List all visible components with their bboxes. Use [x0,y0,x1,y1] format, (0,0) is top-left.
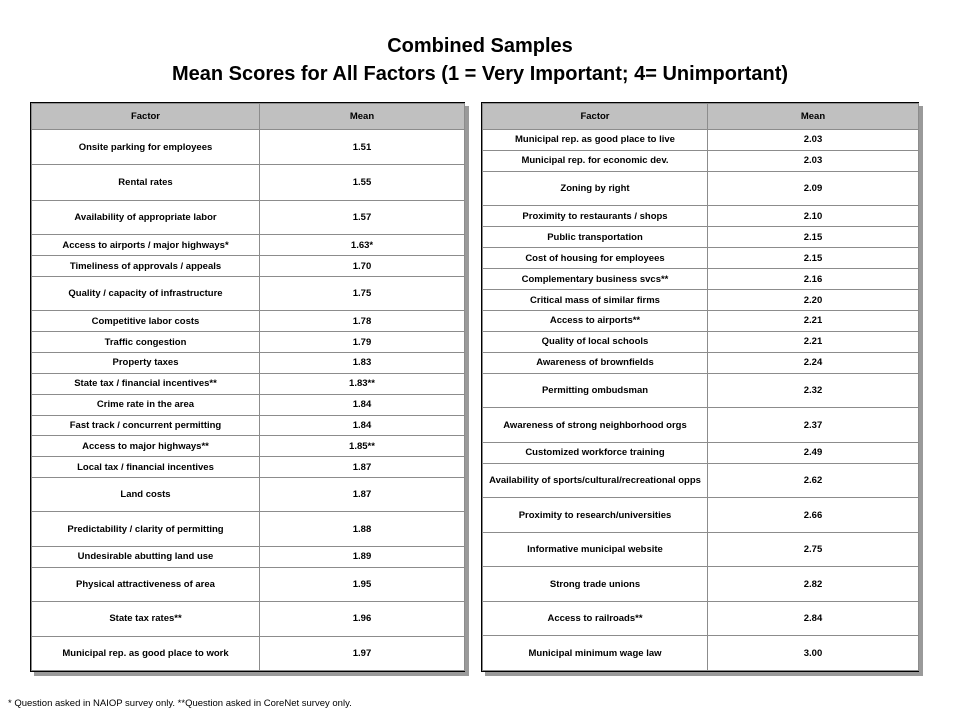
table-row [483,636,919,671]
table-row [483,290,919,311]
factor-cell: Competitive labor costs [32,311,260,332]
mean-cell: 2.75 [708,532,919,567]
table-row [32,235,465,256]
table-header-row [483,104,919,130]
factor-cell: Strong trade unions [483,567,708,602]
table-row [483,373,919,408]
mean-cell: 2.20 [708,290,919,311]
mean-cell: 2.32 [708,373,919,408]
table-row [483,532,919,567]
factor-cell: Onsite parking for employees [32,130,260,165]
factor-cell: Complementary business svcs** [483,269,708,290]
table-row [483,171,919,206]
table-row [483,567,919,602]
mean-cell: 2.16 [708,269,919,290]
factor-cell: Access to railroads** [483,601,708,636]
mean-cell: 1.84 [260,394,465,415]
factor-cell: Fast track / concurrent permitting [32,415,260,436]
table-row [483,498,919,533]
mean-cell: 1.85** [260,436,465,457]
mean-cell: 1.89 [260,546,465,567]
left-factor-table [31,103,465,671]
mean-cell: 1.63* [260,235,465,256]
table-row [483,248,919,269]
mean-cell: 1.55 [260,165,465,200]
table-row [32,415,465,436]
table-row [483,206,919,227]
table-row [483,130,919,151]
mean-cell: 2.49 [708,442,919,463]
mean-cell: 1.83** [260,373,465,394]
table-row [483,310,919,331]
factor-cell: Crime rate in the area [32,394,260,415]
mean-cell: 2.37 [708,408,919,443]
factor-cell: Proximity to research/universities [483,498,708,533]
mean-cell: 2.15 [708,227,919,248]
factor-cell: Informative municipal website [483,532,708,567]
mean-cell: 1.87 [260,478,465,512]
factor-cell: Timeliness of approvals / appeals [32,256,260,277]
table-row [32,478,465,512]
factor-cell: Undesirable abutting land use [32,546,260,567]
table-row [483,442,919,463]
table-row [32,636,465,671]
table-row [483,331,919,352]
table-row [32,353,465,374]
table-row [32,546,465,567]
factor-cell: Municipal rep. as good place to work [32,636,260,671]
right-factor-table [482,103,919,671]
factor-cell: Municipal minimum wage law [483,636,708,671]
factor-cell: Municipal rep. as good place to live [483,130,708,151]
table-row [32,200,465,234]
factor-cell: State tax rates** [32,602,260,636]
left-table-container [30,102,465,672]
mean-cell: 1.84 [260,415,465,436]
right-table-container [481,102,919,672]
factor-cell: Traffic congestion [32,332,260,353]
mean-cell: 1.57 [260,200,465,234]
table-row [32,457,465,478]
table-row [32,332,465,353]
factor-cell: State tax / financial incentives** [32,373,260,394]
factor-cell: Physical attractiveness of area [32,567,260,601]
header-mean: Mean [260,104,465,130]
mean-cell: 1.96 [260,602,465,636]
factor-cell: Predictability / clarity of permitting [32,512,260,546]
table-row [483,408,919,443]
factor-cell: Public transportation [483,227,708,248]
table-row [483,150,919,171]
mean-cell: 2.15 [708,248,919,269]
table-row [32,256,465,277]
table-row [32,436,465,457]
mean-cell: 1.51 [260,130,465,165]
mean-cell: 1.95 [260,567,465,601]
mean-cell: 2.03 [708,150,919,171]
table-row [32,311,465,332]
factor-cell: Access to airports / major highways* [32,235,260,256]
factor-cell: Critical mass of similar firms [483,290,708,311]
mean-cell: 1.78 [260,311,465,332]
mean-cell: 1.88 [260,512,465,546]
mean-cell: 2.21 [708,310,919,331]
header-factor: Factor [32,104,260,130]
factor-cell: Property taxes [32,353,260,374]
header-mean: Mean [708,104,919,130]
factor-cell: Land costs [32,478,260,512]
mean-cell: 1.83 [260,353,465,374]
mean-cell: 2.82 [708,567,919,602]
header-factor: Factor [483,104,708,130]
table-row [32,276,465,310]
table-row [32,394,465,415]
table-row [32,373,465,394]
mean-cell: 1.75 [260,276,465,310]
factor-cell: Awareness of strong neighborhood orgs [483,408,708,443]
factor-cell: Local tax / financial incentives [32,457,260,478]
mean-cell: 1.79 [260,332,465,353]
table-row [32,165,465,200]
factor-cell: Zoning by right [483,171,708,206]
table-row [32,512,465,546]
factor-cell: Availability of sports/cultural/recreational opps [483,463,708,498]
table-row [483,463,919,498]
mean-cell: 3.00 [708,636,919,671]
factor-cell: Availability of appropriate labor [32,200,260,234]
mean-cell: 2.62 [708,463,919,498]
footnote: * Question asked in NAIOP survey only. **Question asked in CoreNet survey only. [8,698,352,709]
table-row [483,601,919,636]
table-row [483,352,919,373]
mean-cell: 2.09 [708,171,919,206]
table-header-row [32,104,465,130]
title-line-2: Mean Scores for All Factors (1 = Very Important; 4= Unimportant) [171,63,789,85]
mean-cell: 2.66 [708,498,919,533]
mean-cell: 2.84 [708,601,919,636]
factor-cell: Permitting ombudsman [483,373,708,408]
factor-cell: Access to major highways** [32,436,260,457]
mean-cell: 1.97 [260,636,465,671]
mean-cell: 2.24 [708,352,919,373]
factor-cell: Municipal rep. for economic dev. [483,150,708,171]
mean-cell: 2.21 [708,331,919,352]
factor-cell: Quality / capacity of infrastructure [32,276,260,310]
table-row [483,227,919,248]
factor-cell: Rental rates [32,165,260,200]
table-row [32,602,465,636]
mean-cell: 2.10 [708,206,919,227]
factor-cell: Cost of housing for employees [483,248,708,269]
mean-cell: 2.03 [708,130,919,151]
factor-cell: Proximity to restaurants / shops [483,206,708,227]
mean-cell: 1.87 [260,457,465,478]
table-row [32,130,465,165]
table-row [32,567,465,601]
factor-cell: Awareness of brownfields [483,352,708,373]
table-row [483,269,919,290]
title-line-1: Combined Samples [387,35,573,57]
factor-cell: Access to airports** [483,310,708,331]
factor-cell: Quality of local schools [483,331,708,352]
factor-cell: Customized workforce training [483,442,708,463]
mean-cell: 1.70 [260,256,465,277]
